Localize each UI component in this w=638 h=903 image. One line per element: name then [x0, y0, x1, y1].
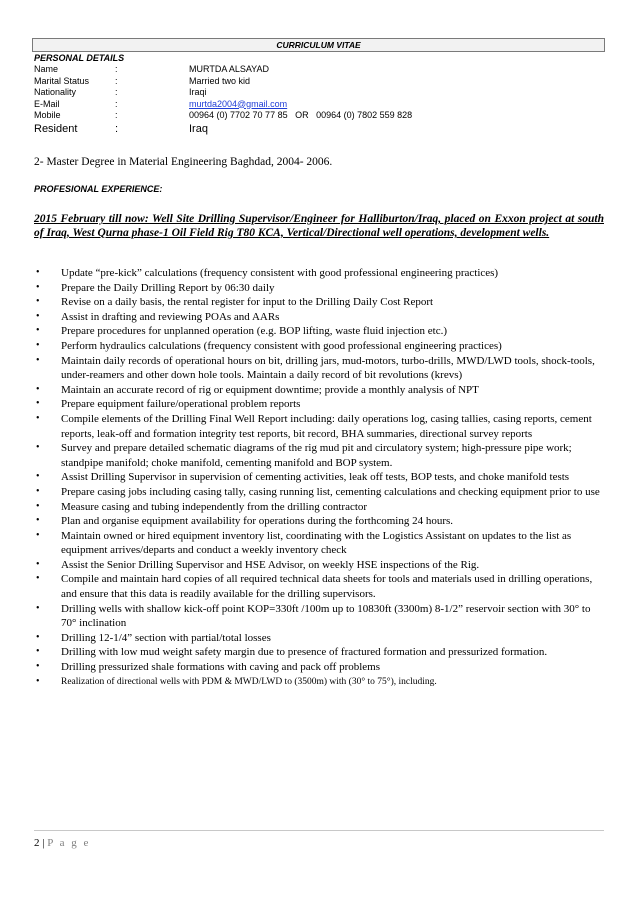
bullet-icon: • [36, 573, 40, 585]
row-separator: : [115, 75, 118, 86]
duty-item [34, 529, 604, 558]
duty-text: Assist in drafting and reviewing POAs and AARs [61, 310, 280, 323]
bullet-icon: • [36, 412, 40, 424]
duty-text: Prepare procedures for unplanned operation (e.g. BOP lifting, waste fluid injection etc.) [61, 325, 447, 338]
duty-text: Compile elements of the Drilling Final Well Report including: daily operations log, casing tallies, casing reports, cement reports, leak-off and formation integrity test reports, bit record, BHA summaries, directional survey reports [61, 412, 592, 440]
row-separator: : [115, 110, 118, 120]
row-label: Nationality [34, 87, 77, 97]
duty-text: Measure casing and tubing independently from the drilling contractor [61, 500, 368, 513]
row-value: Iraqi [189, 87, 207, 97]
duty-text: Prepare equipment failure/operational problem reports [61, 398, 301, 411]
bullet-icon: • [36, 383, 40, 395]
job-title: 2015 February till now: Well Site Drilling Supervisor/Engineer for Halliburton/Iraq, placed on Exxon project at south of Iraq, West Qurna phase-1 Oil Field Rig T80 KCA, Vertical/Directional well operations, development wells. [34, 213, 604, 239]
duty-text: Maintain owned or hired equipment inventory list, coordinating with the Logistics Assistant on updates to the list as equipment arrives/departs and conduct a weekly inventory check [61, 529, 572, 557]
bullet-icon: • [36, 267, 40, 278]
cv-title: CURRICULUM VITAE [32, 38, 605, 52]
duty-item [34, 645, 604, 660]
bullet-icon: • [36, 675, 40, 687]
row-label: Mobile [34, 110, 61, 120]
duties-list [34, 266, 604, 689]
row-label: Marital Status [34, 75, 90, 86]
duty-text: Drilling pressurized shale formations with caving and pack off problems [61, 661, 381, 674]
bullet-icon: • [36, 602, 40, 614]
experience-heading: PROFESIONAL EXPERIENCE: [34, 184, 163, 194]
row-label: E-Mail [34, 98, 60, 109]
page-label: P a g e [47, 837, 91, 849]
duty-text: Assist the Senior Drilling Supervisor and HSE Advisor, on weekly HSE inspections of the Rig. [61, 558, 480, 571]
duty-text: Plan and organise equipment availability for operations during the forthcoming 24 hours. [61, 515, 454, 528]
row-separator: : [115, 87, 118, 97]
row-value: MURTDA ALSAYAD [189, 64, 270, 74]
duty-item [34, 441, 604, 470]
duty-item [34, 266, 604, 281]
bullet-icon: • [36, 339, 40, 351]
bullet-icon: • [36, 296, 40, 308]
duty-text: Survey and prepare detailed schematic diagrams of the rig mud pit and circulatory system; high-pressure pipe work; standpipe manifold; choke manifold, cementing manifold and BOP system. [61, 442, 572, 469]
duty-item [34, 295, 604, 310]
bullet-icon: • [36, 310, 40, 322]
personal-details-heading: PERSONAL DETAILS [34, 53, 125, 63]
bullet-icon: • [36, 558, 40, 570]
bullet-icon: • [36, 442, 40, 454]
duty-text: Drilling wells with shallow kick-off point KOP=330ft /100m up to 10830ft (3300m) 8-1/2” reservoir section with 30° to 70° inclination [61, 602, 591, 630]
duty-item [34, 631, 604, 646]
bullet-icon: • [36, 485, 40, 497]
duty-item [34, 558, 604, 573]
bullet-icon: • [36, 515, 40, 527]
duty-item [34, 412, 604, 441]
duty-item [34, 514, 604, 529]
education-degree: 2- Master Degree in Material Engineering Baghdad, 2004- 2006. [34, 156, 333, 168]
page-number: 2 [34, 837, 40, 849]
footer-separator: | [39, 837, 48, 849]
bullet-icon: • [36, 471, 40, 483]
duty-item [34, 354, 604, 383]
bullet-icon: • [36, 325, 40, 337]
duty-item [34, 310, 604, 325]
footer-divider [34, 830, 604, 831]
page-footer [34, 836, 90, 850]
row-label: Resident [34, 122, 78, 135]
row-separator: : [115, 64, 118, 74]
row-value: 00964 (0) 7702 70 77 85 OR 00964 (0) 7802 559 828 [189, 110, 413, 120]
duty-item [34, 572, 604, 601]
duty-item [34, 383, 604, 398]
row-value: Iraq [189, 122, 208, 135]
bullet-icon: • [36, 281, 40, 293]
duty-item [34, 281, 604, 296]
duty-item [34, 339, 604, 354]
duty-item [34, 397, 604, 412]
bullet-icon: • [36, 631, 40, 643]
duty-text: Drilling 12-1/4” section with partial/total losses [61, 631, 271, 644]
duty-text: Drilling with low mud weight safety margin due to presence of fractured formation and pressurized formation. [61, 646, 548, 659]
duty-text: Realization of directional wells with PDM & MWD/LWD to (3500m) with (30° to 75°), including. [61, 676, 437, 687]
bullet-icon: • [36, 646, 40, 658]
duty-text: Perform hydraulics calculations (frequency consistent with good professional engineering practices) [61, 339, 502, 352]
bullet-icon: • [36, 500, 40, 512]
bullet-icon: • [36, 529, 40, 541]
duty-text: Prepare the Daily Drilling Report by 06:30 daily [61, 281, 275, 294]
bullet-icon: • [36, 398, 40, 410]
duty-text: Revise on a daily basis, the rental register for input to the Drilling Daily Cost Report [61, 296, 434, 309]
duty-text: Compile and maintain hard copies of all required technical data sheets for tools and materials used in drilling operations, and ensure that this data is readily available for the drilling supervisors. [61, 573, 593, 601]
duty-text: Maintain an accurate record of rig or equipment downtime; provide a monthly analysis of NPT [61, 383, 479, 396]
duty-text: Update “pre-kick” calculations (frequency consistent with good professional engineering practices) [61, 267, 499, 279]
duty-item [34, 602, 604, 631]
duty-item [34, 485, 604, 500]
row-label: Name [34, 64, 59, 74]
duty-item [34, 675, 604, 690]
duty-item [34, 470, 604, 485]
duty-text: Maintain daily records of operational hours on bit, drilling jars, mud-motors, turbo-drills, MWD/LWD tools, shock-tools, under-reamers and other down hole tools. Maintain a daily record of bit revolutions (krevs) [61, 354, 595, 382]
row-value: Married two kid [189, 75, 251, 86]
duty-item [34, 660, 604, 675]
row-separator: : [115, 122, 119, 135]
duty-item [34, 500, 604, 515]
email-link[interactable]: murtda2004@gmail.com [189, 98, 288, 109]
duty-text: Prepare casing jobs including casing tally, casing running list, cementing calculations and checking equipment prior to use [61, 485, 600, 498]
bullet-icon: • [36, 354, 40, 366]
duty-item [34, 324, 604, 339]
row-separator: : [115, 98, 118, 109]
bullet-icon: • [36, 661, 40, 673]
duty-text: Assist Drilling Supervisor in supervision of cementing activities, leak off tests, BOP tests, and choke manifold tests [61, 471, 570, 484]
